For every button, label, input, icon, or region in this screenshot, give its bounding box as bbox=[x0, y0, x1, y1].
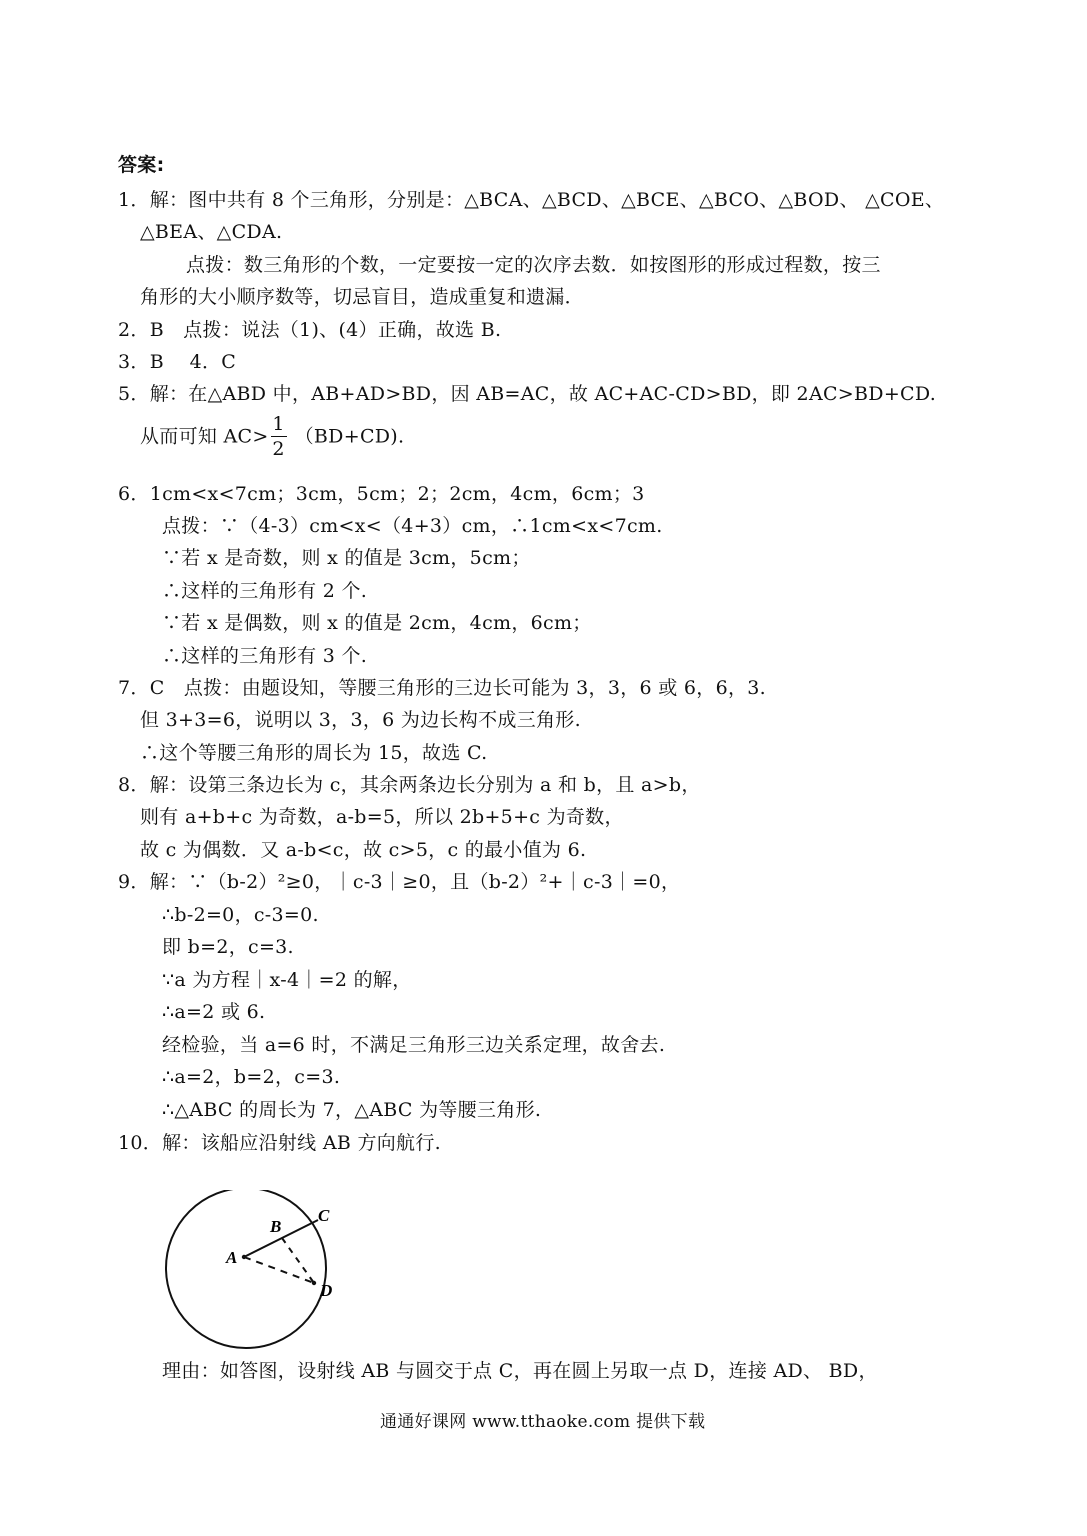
q6-hint-1: 点拨：∵（4-3）cm<x<（4+3）cm，∴1cm<x<7cm. bbox=[162, 515, 663, 537]
q8-line-1: 8．解：设第三条边长为 c，其余两条边长分别为 a 和 b，且 a>b， bbox=[118, 774, 701, 796]
q7-line-1: 7．C 点拨：由题设知，等腰三角形的三边长可能为 3，3，6 或 6，6，3. bbox=[118, 677, 767, 699]
q7-line-3: ∴这个等腰三角形的周长为 15，故选 C. bbox=[140, 742, 488, 764]
q6-hint-2: ∵若 x 是奇数，则 x 的值是 3cm，5cm； bbox=[162, 547, 531, 569]
label-b: B bbox=[270, 1217, 282, 1236]
q5-text-before: 从而可知 AC> bbox=[140, 425, 269, 448]
point-d bbox=[312, 1281, 316, 1285]
q7-line-2: 但 3+3=6，说明以 3，3，6 为边长构不成三角形. bbox=[140, 709, 581, 731]
q1-line-1: 1．解：图中共有 8 个三角形，分别是：△BCA、△BCD、△BCE、△BCO、△BOD、 △COE、 bbox=[118, 189, 945, 211]
circle-geometry-figure bbox=[160, 1190, 360, 1350]
answer-heading: 答案: bbox=[118, 154, 165, 176]
q9-line-4: ∵a 为方程｜x-4｜=2 的解， bbox=[162, 969, 412, 991]
q10-line-1: 10．解：该船应沿射线 AB 方向航行. bbox=[118, 1132, 441, 1154]
q10-reason: 理由：如答图，设射线 AB 与圆交于点 C，再在圆上另取一点 D，连接 AD、 BD， bbox=[162, 1360, 878, 1382]
point-a bbox=[242, 1255, 246, 1259]
q6-answer: 6．1cm<x<7cm；3cm，5cm；2；2cm，4cm，6cm；3 bbox=[118, 483, 645, 505]
q6-hint-3: ∴这样的三角形有 2 个. bbox=[162, 580, 368, 602]
q9-line-1: 9．解：∵（b-2）²≥0，｜c-3｜≥0，且（b-2）²+｜c-3｜=0， bbox=[118, 871, 681, 893]
circle-outline bbox=[166, 1190, 326, 1348]
q9-line-6: 经检验，当 a=6 时，不满足三角形三边关系定理，故舍去. bbox=[162, 1034, 666, 1056]
q9-line-3: 即 b=2，c=3. bbox=[162, 936, 294, 958]
q3-q4-answer: 3．B 4．C bbox=[118, 351, 237, 373]
q5-text-after: （BD+CD). bbox=[294, 425, 405, 448]
q8-line-3: 故 c 为偶数．又 a-b<c，故 c>5，c 的最小值为 6. bbox=[140, 839, 587, 861]
q1-hint-1: 点拨：数三角形的个数，一定要按一定的次序去数．如按图形的形成过程数，按三 bbox=[186, 254, 881, 276]
q6-hint-5: ∴这样的三角形有 3 个. bbox=[162, 645, 368, 667]
q1-line-2: △BEA、△CDA. bbox=[140, 221, 283, 243]
q5-line-1: 5．解：在△ABD 中，AB+AD>BD，因 AB=AC，故 AC+AC-CD>BD，即 2AC>BD+CD. bbox=[118, 383, 937, 405]
fraction-one-half bbox=[271, 412, 287, 461]
fraction-numerator: 1 bbox=[272, 413, 285, 435]
segment-ad-dashed bbox=[244, 1257, 314, 1283]
label-d: D bbox=[320, 1281, 333, 1300]
q9-line-2: ∴b-2=0，c-3=0. bbox=[162, 904, 319, 926]
q9-line-5: ∴a=2 或 6. bbox=[162, 1001, 266, 1023]
page-footer: 通通好课网 www.tthaoke.com 提供下载 bbox=[380, 1412, 706, 1432]
q8-line-2: 则有 a+b+c 为奇数，a-b=5，所以 2b+5+c 为奇数， bbox=[140, 806, 624, 828]
label-c: C bbox=[318, 1206, 330, 1225]
fraction-denominator: 2 bbox=[272, 438, 285, 460]
q5-line-2 bbox=[140, 412, 404, 461]
q9-line-7: ∴a=2，b=2，c=3. bbox=[162, 1066, 341, 1088]
q9-line-8: ∴△ABC 的周长为 7，△ABC 为等腰三角形. bbox=[162, 1099, 542, 1121]
q1-hint-2: 角形的大小顺序数等，切忌盲目，造成重复和遗漏． bbox=[140, 286, 584, 308]
q6-hint-4: ∵若 x 是偶数，则 x 的值是 2cm，4cm，6cm； bbox=[162, 612, 592, 634]
q2-answer: 2．B 点拨：说法（1)、(4）正确，故选 B. bbox=[118, 319, 502, 341]
label-a: A bbox=[226, 1248, 238, 1267]
